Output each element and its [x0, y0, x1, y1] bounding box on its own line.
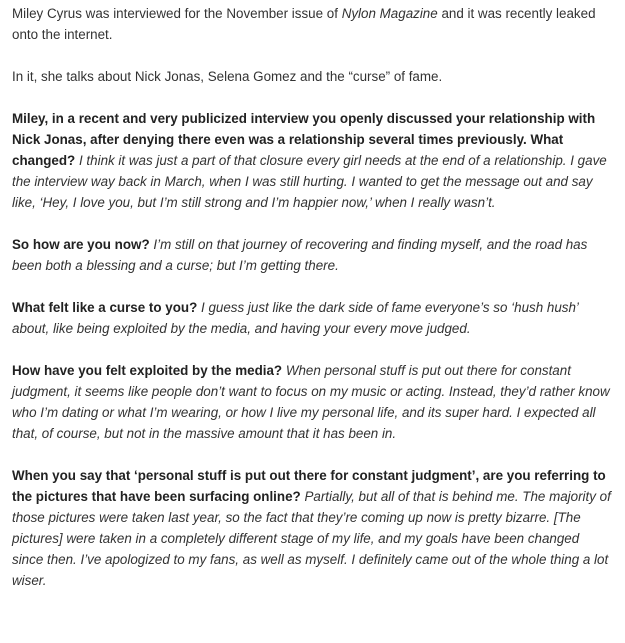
answer-text: I think it was just a part of that closure every girl needs at the end of a relationship. I gave the interview way back in March, when I was still hurting. I wanted to get the message out and say like, ‘Hey, I love you, but I’m still strong and I’m happier now,’ when I really wasn’t. — [12, 153, 607, 210]
qa-paragraph — [12, 234, 613, 276]
intro-text-after: and it was recently leaked onto the internet. — [12, 6, 596, 42]
intro-text-before: Miley Cyrus was interviewed for the November issue of — [12, 6, 342, 21]
qa-paragraph — [12, 297, 613, 339]
question-text: When you say that ‘personal stuff is put out there for constant judgment’, are you referring to the pictures that have been surfacing online? — [12, 468, 606, 504]
answer-text: Partially, but all of that is behind me. The majority of those pictures were taken last year, so the fact that they’re coming up now is pretty bizarre. [The pictures] were taken in a completely different stage of my life, and my goals have been changed since then. I’ve apologized to my fans, as well as myself. I definitely came out of the whole thing a lot wiser. — [12, 489, 611, 588]
question-text: How have you felt exploited by the media? — [12, 363, 283, 378]
qa-paragraph — [12, 360, 613, 444]
answer-text: I guess just like the dark side of fame everyone’s so ‘hush hush’ about, like being exploited by the media, and having your every move judged. — [12, 300, 579, 336]
answer-text: I’m still on that journey of recovering and finding myself, and the road has been both a blessing and a curse; but I’m getting there. — [12, 237, 588, 273]
intro-summary: In it, she talks about Nick Jonas, Selena Gomez and the “curse” of fame. — [12, 69, 443, 84]
question-text: Miley, in a recent and very publicized interview you openly discussed your relationship with Nick Jonas, after denying there even was a relationship several times previously. What changed? — [12, 111, 596, 168]
question-text: So how are you now? — [12, 237, 150, 252]
qa-paragraph — [12, 108, 613, 213]
question-text: What felt like a curse to you? — [12, 300, 198, 315]
qa-paragraph — [12, 465, 613, 591]
answer-text: When personal stuff is put out there for constant judgment, it seems like people don’t want to focus on my music or acting. Instead, they’d rather know who I’m dating or what I’m wearing, or how I live my personal life, and its super hard. I expected all that, of course, but not in the massive amount that it has been in. — [12, 363, 610, 441]
magazine-name: Nylon Magazine — [341, 6, 438, 21]
intro-paragraph — [12, 3, 613, 45]
